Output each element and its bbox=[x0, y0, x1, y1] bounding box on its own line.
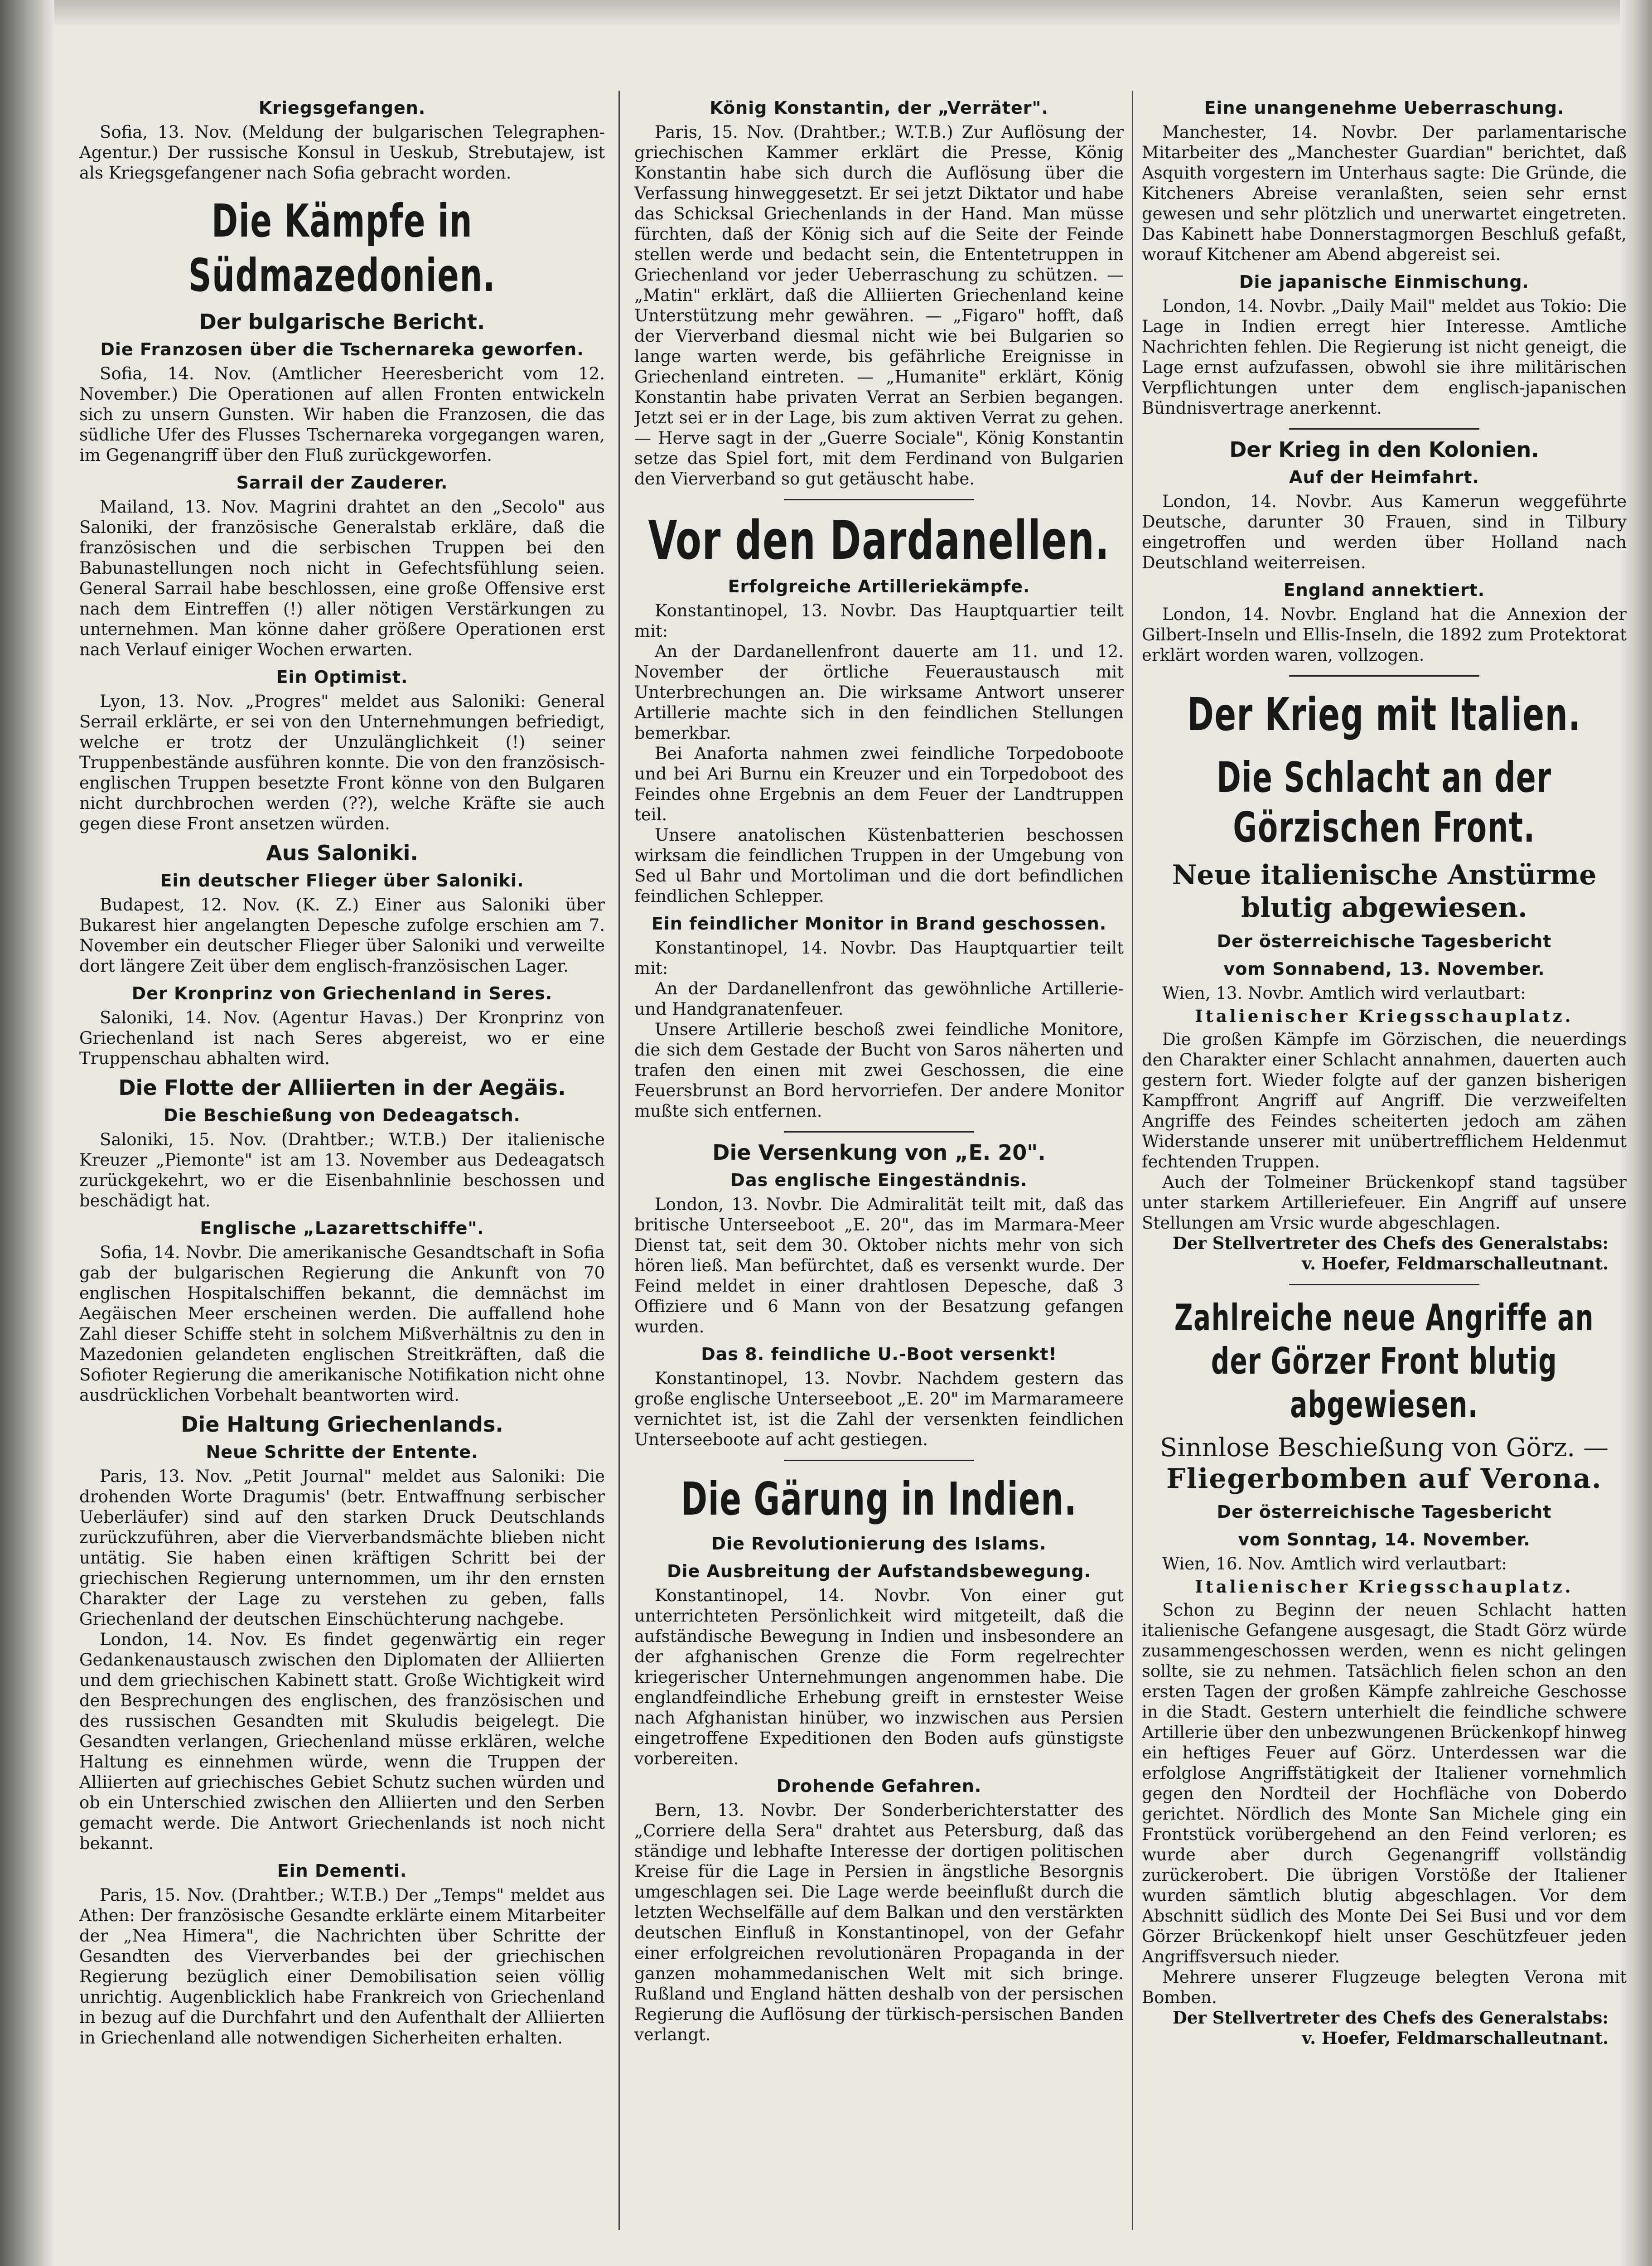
page-top-edge bbox=[0, 0, 1652, 27]
article-text: Saloniki, 14. Nov. (Agentur Havas.) Der Kronprinz von Griechenland ist nach Seres abgereist, wo er eine Truppenschau abhalten wird. bbox=[79, 1008, 605, 1068]
headline-kronprinz: Der Kronprinz von Griechenland in Seres. bbox=[131, 983, 553, 1003]
subheadline: Das englische Eingeständnis. bbox=[730, 1170, 1028, 1190]
deck-headline: Sinnlose Beschießung von Görz. — bbox=[1160, 1433, 1609, 1462]
headline-krieg-italien: Der Krieg mit Italien. bbox=[1187, 688, 1581, 741]
article-text: London, 14. Novbr. England hat die Annexion der Gilbert-Inseln und Ellis-Inseln, die 1892 zum Protektorat erklärt worden waren, vollzogen. bbox=[1142, 605, 1627, 665]
subheadline: Das 8. feindliche U.-Boot versenkt! bbox=[701, 1344, 1057, 1364]
headline-schlacht-goerz: Die Schlacht an der Görzischen Front. bbox=[1217, 753, 1552, 852]
section-divider bbox=[1289, 428, 1479, 430]
section-divider bbox=[784, 1131, 974, 1133]
article-text: Auch der Tolmeiner Brückenkopf stand tagsüber unter starkem Artilleriefeuer. Ein Angriff auf unsere Stellungen am Vrsic wurde abgeschlagen. bbox=[1142, 1172, 1627, 1233]
section-divider bbox=[1289, 675, 1479, 677]
headline-vor-den-dardanellen: Vor den Dardanellen. bbox=[648, 509, 1110, 571]
subheadline: Drohende Gefahren. bbox=[776, 1776, 982, 1796]
subheadline: Auf der Heimfahrt. bbox=[1289, 467, 1479, 487]
signature-name: v. Hoefer, Feldmarschalleutnant. bbox=[1302, 1254, 1609, 1273]
subheadline: England annektiert. bbox=[1283, 580, 1485, 600]
headline-dementi: Ein Dementi. bbox=[277, 1861, 407, 1881]
section-divider bbox=[1289, 1284, 1479, 1285]
subheadline: Die Beschießung von Dedeagatsch. bbox=[164, 1105, 521, 1125]
article-text: London, 14. Novbr. Aus Kamerun weggeführte Deutsche, darunter 30 Frauen, sind in Tilbury eingetroffen und werden über Holland nach Deutschland weiterreisen. bbox=[1142, 492, 1627, 572]
book-gutter bbox=[0, 0, 54, 2266]
article-text: Bei Anaforta nahmen zwei feindliche Torpedoboote und bei Ari Burnu ein Kreuzer und ein Torpedoboot des Feindes ohne Ergebnis an dem Feuer der Landtruppen teil. bbox=[634, 744, 1124, 824]
subheadline: vom Sonntag, 14. November. bbox=[1238, 1530, 1531, 1549]
article-text: Konstantinopel, 14. Novbr. Das Hauptquartier teilt mit: bbox=[634, 938, 1124, 978]
column-3 bbox=[1142, 91, 1627, 2266]
article-text: Mailand, 13. Nov. Magrini drahtet an den „Secolo" aus Saloniki, der französische Generalstab erkläre, daß die französischen und die serbischen Truppen bei den Babunastellungen noch nicht in Gefechtsfühlung seien. General Sarrail habe beschlossen, eine große Offensive erst nach dem Eintreffen (!) aller nötigen Verstärkungen zu unternehmen. Man könne daher größere Operationen erst nach Verlauf einiger Wochen erwarten. bbox=[79, 497, 605, 659]
article-text: Paris, 15. Nov. (Drahtber.; W.T.B.) Zur Auflösung der griechischen Kammer erklärt die Presse, König Konstantin habe sich durch die Auflösung über die Verfassung hinweggesetzt. Er sei jetzt Diktator und habe das Schicksal Griechenlands in der Hand. Man müsse fürchten, daß der König sich auf die Seite der Feinde stellen werde und bedacht sein, die Ententetruppen in Griechenland vor jeder Ueberraschung zu schützen. — „Matin" erklärt, daß die Alliierten Griechenland keine Unterstützung mehr gewähren. — „Figaro" hofft, daß der Vierverband diesmal nicht wie bei Bulgarien so lange warten werde, bis gefährliche Ereignisse in Griechenland eintreten. — „Humanite" erklärt, König Konstantin habe privaten Verrat an Serbien begangen. Jetzt sei er in der Lage, bis zum aktiven Verrat zu gehen. — Herve sagt in der „Guerre Sociale", König Konstantin setze das Spiel fort, mit dem Ferdinand von Bulgarien den Vierverband so gut getäuscht habe. bbox=[634, 122, 1124, 489]
subheadline: Die Revolutionierung des Islams. bbox=[711, 1534, 1047, 1554]
signature-name: v. Hoefer, Feldmarschalleutnant. bbox=[1302, 2028, 1609, 2048]
section-divider bbox=[784, 499, 974, 500]
spaced-heading: Italienischer Kriegsschauplatz. bbox=[1195, 1577, 1574, 1597]
subheadline: Der bulgarische Bericht. bbox=[199, 310, 485, 334]
article-text: Paris, 15. Nov. (Drahtber.; W.T.B.) Der „Temps" meldet aus Athen: Der französische Gesandte erklärte einem Mitarbeiter der „Nea Himera", die Nachrichten über Schritte der Gesandten des Vierverbandes bei der griechischen Regierung bezüglich einer Demobilisation seien völlig unrichtig. Augenblicklich habe Frankreich von Griechenland in bezug auf die Durchfahrt und den Aufenthalt der Alliierten in Griechenland alle notwendigen Sicherheiten erhalten. bbox=[79, 1885, 605, 2048]
headline-ueberraschung: Eine unangenehme Ueberraschung. bbox=[1204, 98, 1565, 118]
headline-versenkung-e20: Die Versenkung von „E. 20". bbox=[712, 1140, 1046, 1165]
headline-kriegsgefangen: Kriegsgefangen. bbox=[258, 98, 426, 118]
article-text: Sofia, 14. Nov. (Amtlicher Heeresbericht vom 12. November.) Die Operationen auf allen Fronten entwickeln sich zu unsern Gunsten. Wir haben die Franzosen, die das südliche Ufer des Flusses Tschernareka vorgegangen waren, im Gegenangriff über den Fluß zurückgeworfen. bbox=[79, 364, 605, 465]
subheadline: Der österreichische Tagesbericht bbox=[1217, 1502, 1552, 1522]
headline-haltung-griechenlands: Die Haltung Griechenlands. bbox=[181, 1412, 503, 1437]
subheadline: vom Sonnabend, 13. November. bbox=[1223, 959, 1545, 979]
article-text: Sofia, 13. Nov. (Meldung der bulgarischen Telegraphen-Agentur.) Der russische Konsul in Ueskub, Strebutajew, ist als Kriegsgefangener nach Sofia gebracht worden. bbox=[79, 122, 605, 183]
subheadline: Die Ausbreitung der Aufstandsbewegung. bbox=[667, 1561, 1092, 1581]
article-text: Konstantinopel, 14. Novbr. Von einer gut unterrichteten Persönlichkeit wird mitgeteilt, daß die aufständische Bewegung in Indien und insbesondere an der afghanischen Grenze die Form regelrechter kriegerischer Unternehmungen angenommen habe. Die englandfeindliche Erhebung greift in ernstester Weise nach Afghanistan hinüber, wo inzwischen aus Persien eingetroffene Expeditionen den Boden aufs günstigste vorbereiten. bbox=[634, 1586, 1124, 1768]
subheadline: Ein deutscher Flieger über Saloniki. bbox=[160, 871, 524, 891]
column-1 bbox=[79, 91, 605, 2266]
section-divider bbox=[784, 1460, 974, 1461]
headline-kaempfe-suedmazedonien: Die Kämpfe in Südmazedonien. bbox=[188, 194, 496, 302]
article-text: Bern, 13. Novbr. Der Sonderberichterstatter des „Corriere della Sera" drahtet aus Petersburg, daß das ständige und lebhafte Interesse der dortigen politischen Kreise für die Lage in Persien in ängstliche Besorgnis umgeschlagen sei. Die Lage werde beeinflußt durch die letzten Wechselfälle auf dem Balkan und den verstärkten deutschen Einfluß in Konstantinopel, von der Gefahr einer erfolgreichen revolutionären Propaganda in der ganzen mohammedanischen Welt mit sich bringe. Rußland und England hätten deshalb von der persischen Regierung die Auflösung der türkisch-persischen Banden verlangt. bbox=[634, 1801, 1124, 2044]
article-text: Lyon, 13. Nov. „Progres" meldet aus Saloniki: General Serrail erklärte, er sei von den Unternehmungen befriedigt, welche er trotz der Unzulänglichkeit (!) seiner Truppenbestände ausführen konnte. Die von den französisch-englischen Truppen besetzte Front könne von den Bulgaren nicht durchbrochen werden (??), welche Kräfte sie auch gegen diese Front ansetzen würden. bbox=[79, 692, 605, 833]
article-text: Unsere Artillerie beschoß zwei feindliche Monitore, die sich dem Gestade der Bucht von Saros näherten und trafen den einen mit zwei Geschossen, die eine Feuersbrunst an Bord hervorriefen. Der andere Monitor mußte sich entfernen. bbox=[634, 1020, 1124, 1121]
headline-krieg-kolonien: Der Krieg in den Kolonien. bbox=[1229, 437, 1539, 462]
headline-sarrail: Sarrail der Zauderer. bbox=[236, 473, 448, 493]
article-text: London, 14. Novbr. „Daily Mail" meldet aus Tokio: Die Lage in Indien erregt hier Interesse. Amtliche Nachrichten fehlen. Die Regierung ist nicht geneigt, die Lage ernst aufzufassen, obwohl sie ihre militärischen Verpflichtungen unter dem englisch-japanischen Bündnisvertrage anerkennt. bbox=[1142, 296, 1627, 418]
column-2 bbox=[634, 91, 1124, 2266]
subheadline: Die Franzosen über die Tschernareka geworfen. bbox=[100, 339, 584, 359]
article-text: Manchester, 14. Novbr. Der parlamentarische Mitarbeiter des „Manchester Guardian" berichtet, daß Asquith vorgestern im Unterhaus sagte: Die Gründe, die Kitcheners Abreise veranlaßten, seien sehr ernst gewesen und sehr plötzlich und unerwartet eingetreten. Das Kabinett habe Donnerstagmorgen Beschluß gefaßt, worauf Kitchener am Abend abgereist sei. bbox=[1142, 122, 1627, 264]
article-text: Die großen Kämpfe im Görzischen, die neuerdings den Charakter einer Schlacht annahmen, dauerten auch gestern fort. Wieder folgte auf der ganzen bisherigen Kampffront Angriff auf Angriff. Die verzweifelten Angriffe des Feindes scheiterten jedoch am zähen Widerstande unserer mit unübertrefflichem Heldenmut fechtenden Truppen. bbox=[1142, 1030, 1627, 1172]
deck-headline: Neue italienische Anstürme blutig abgewiesen. bbox=[1172, 859, 1597, 924]
column-rule-1 bbox=[618, 91, 620, 2230]
article-text: Konstantinopel, 13. Novbr. Nachdem gestern das große englische Unterseeboot „E. 20" im Marmarameere vernichtet ist, ist die Zahl der versenkten feindlichen Unterseeboote auf acht gestiegen. bbox=[634, 1369, 1124, 1449]
article-text: Konstantinopel, 13. Novbr. Das Hauptquartier teilt mit: bbox=[634, 601, 1124, 641]
article-text: Saloniki, 15. Nov. (Drahtber.; W.T.B.) Der italienische Kreuzer „Piemonte" ist am 13. November aus Dedeagatsch zurückgekehrt, wo er die Eisenbahnlinie beschossen und beschädigt hat. bbox=[79, 1130, 605, 1210]
article-text: Sofia, 14. Novbr. Die amerikanische Gesandtschaft in Sofia gab der bulgarischen Regierung die Ankunft von 70 englischen Hospitalschiffen bekannt, die demnächst im Aegäischen Meer erscheinen werden. Die auffallend hohe Zahl dieser Schiffe steht in solchem Mißverhältnis zu den in Mazedonien gelandeten englischen Streitkräften, daß die Sofioter Regierung die amerikanische Notifikation nicht ohne ausdrücklichen Vorbehalt beantworten wird. bbox=[79, 1243, 605, 1405]
article-text: London, 13. Novbr. Die Admiralität teilt mit, daß das britische Unterseeboot „E. 20", das im Marmara-Meer Dienst tat, seit dem 30. Oktober nichts mehr von sich hören ließ. Man befürchtet, daß es versenkt wurde. Der Feind meldet in einer drahtlosen Depesche, daß 3 Offiziere und 6 Mann von der Besatzung gefangen wurden. bbox=[634, 1195, 1124, 1336]
signature-line: Der Stellvertreter des Chefs des Generalstabs: bbox=[1172, 2008, 1609, 2028]
article-text: Schon zu Beginn der neuen Schlacht hatten italienische Gefangene ausgesagt, die Stadt Görz würde zusammengeschossen werden, wenn es nicht gelingen sollte, sie zu nehmen. Tatsächlich fielen schon an den ersten Tagen der großen Kämpfe zahlreiche Geschosse in die Stadt. Gestern unterhielt die feindliche schwere Artillerie über den unbezwungenen Brückenkopf hinweg ein heftiges Feuer auf Görz. Unterdessen war die erfolglose Angriffstätigkeit der Italiener vornehmlich gegen den Nordteil der Hochfläche von Doberdo gerichtet. Nördlich des Monte San Michele ging ein Frontstück vorübergehend an den Feind verloren; es wurde aber durch Gegenangriff vollständig zurückerobert. Die übrigen Vorstöße der Italiener wurden sämtlich blutig abgeschlagen. Vor dem Abschnitt südlich des Monte Dei Sei Busi und vor dem Görzer Brückenkopf hielt unser Geschützfeuer jeden Angriffsversuch nieder. bbox=[1142, 1600, 1627, 1966]
headline-japanische-einmischung: Die japanische Einmischung. bbox=[1239, 272, 1529, 292]
headline-monitor: Ein feindlicher Monitor in Brand geschossen. bbox=[651, 914, 1107, 934]
signature-line: Der Stellvertreter des Chefs des Generalstabs: bbox=[1172, 1233, 1609, 1253]
subheadline: Englische „Lazarettschiffe". bbox=[200, 1218, 484, 1238]
spaced-heading: Italienischer Kriegsschauplatz. bbox=[1195, 1006, 1574, 1026]
subheadline: Neue Schritte der Entente. bbox=[206, 1442, 478, 1462]
headline-aus-saloniki: Aus Saloniki. bbox=[266, 841, 418, 865]
article-text: Wien, 13. Novbr. Amtlich wird verlautbart: bbox=[1162, 983, 1526, 1003]
headline-koenig-konstantin: König Konstantin, der „Verräter". bbox=[710, 98, 1048, 118]
article-text: Mehrere unserer Flugzeuge belegten Verona mit Bomben. bbox=[1142, 1967, 1627, 2007]
article-text: Budapest, 12. Nov. (K. Z.) Einer aus Saloniki über Bukarest hier angelangten Depesche zufolge erschien am 7. November ein deutscher Flieger über Saloniki und verweilte dort längere Zeit über dem englisch-französischen Lager. bbox=[79, 895, 605, 976]
article-text: An der Dardanellenfront das gewöhnliche Artillerie- und Handgranatenfeuer. bbox=[634, 979, 1124, 1019]
article-text: Wien, 16. Nov. Amtlich wird verlautbart: bbox=[1162, 1554, 1507, 1574]
headline-optimist: Ein Optimist. bbox=[276, 667, 408, 687]
column-rule-2 bbox=[1132, 91, 1133, 2230]
deck-headline: Fliegerbomben auf Verona. bbox=[1166, 1463, 1602, 1495]
article-text: Unsere anatolischen Küstenbatterien beschossen wirksam die feindlichen Truppen in der Umgebung von Sed ul Bahr und Mortoliman und die dort befindlichen feindlichen Schlepper. bbox=[634, 825, 1124, 906]
article-text: Paris, 13. Nov. „Petit Journal" meldet aus Saloniki: Die drohenden Worte Dragumis' (betr. Entwaffnung serbischer Ueberläufer) sind auf den starken Druck Deutschlands zurückzuführen, aber die Vierverbandsmächte blieben nicht untätig. Sie haben einen kräftigen Schritt bei der griechischen Regierung unternommen, um ihr den ernsten Charakter der Lage zu verstehen zu geben, falls Griechenland der deutschen Einschüchterung nachgebe. bbox=[79, 1467, 605, 1629]
headline-gaerung-indien: Die Gärung in Indien. bbox=[681, 1472, 1077, 1525]
headline-zahlreiche-angriffe: Zahlreiche neue Angriffe an der Görzer Front blutig abgewiesen. bbox=[1174, 1297, 1594, 1426]
headline-flotte-aegaeis: Die Flotte der Alliierten in der Aegäis. bbox=[118, 1075, 566, 1100]
subheadline: Der österreichische Tagesbericht bbox=[1217, 931, 1552, 951]
article-text: London, 14. Nov. Es findet gegenwärtig ein reger Gedankenaustausch zwischen den Diplomaten der Alliierten und dem griechischen Kabinett statt. Große Wichtigkeit wird den Besprechungen des englischen, des französischen und des russischen Gesandten mit Skuludis beigelegt. Die Gesandten verlangen, Griechenland müsse erklären, welche Haltung es einnehmen würde, wenn die Truppen der Alliierten auf griechisches Gebiet Schutz suchen würden und ob ein Unterschied zwischen den Alliierten und den Serben gemacht werde. Die Antwort Griechenlands ist noch nicht bekannt. bbox=[79, 1630, 605, 1853]
article-text: An der Dardanellenfront dauerte am 11. und 12. November der örtliche Feueraustausch mit Unterbrechungen an. Die wirksame Antwort unserer Artillerie machte sich in den feindlichen Stellungen bemerkbar. bbox=[634, 642, 1124, 743]
subheadline: Erfolgreiche Artilleriekämpfe. bbox=[728, 576, 1030, 596]
